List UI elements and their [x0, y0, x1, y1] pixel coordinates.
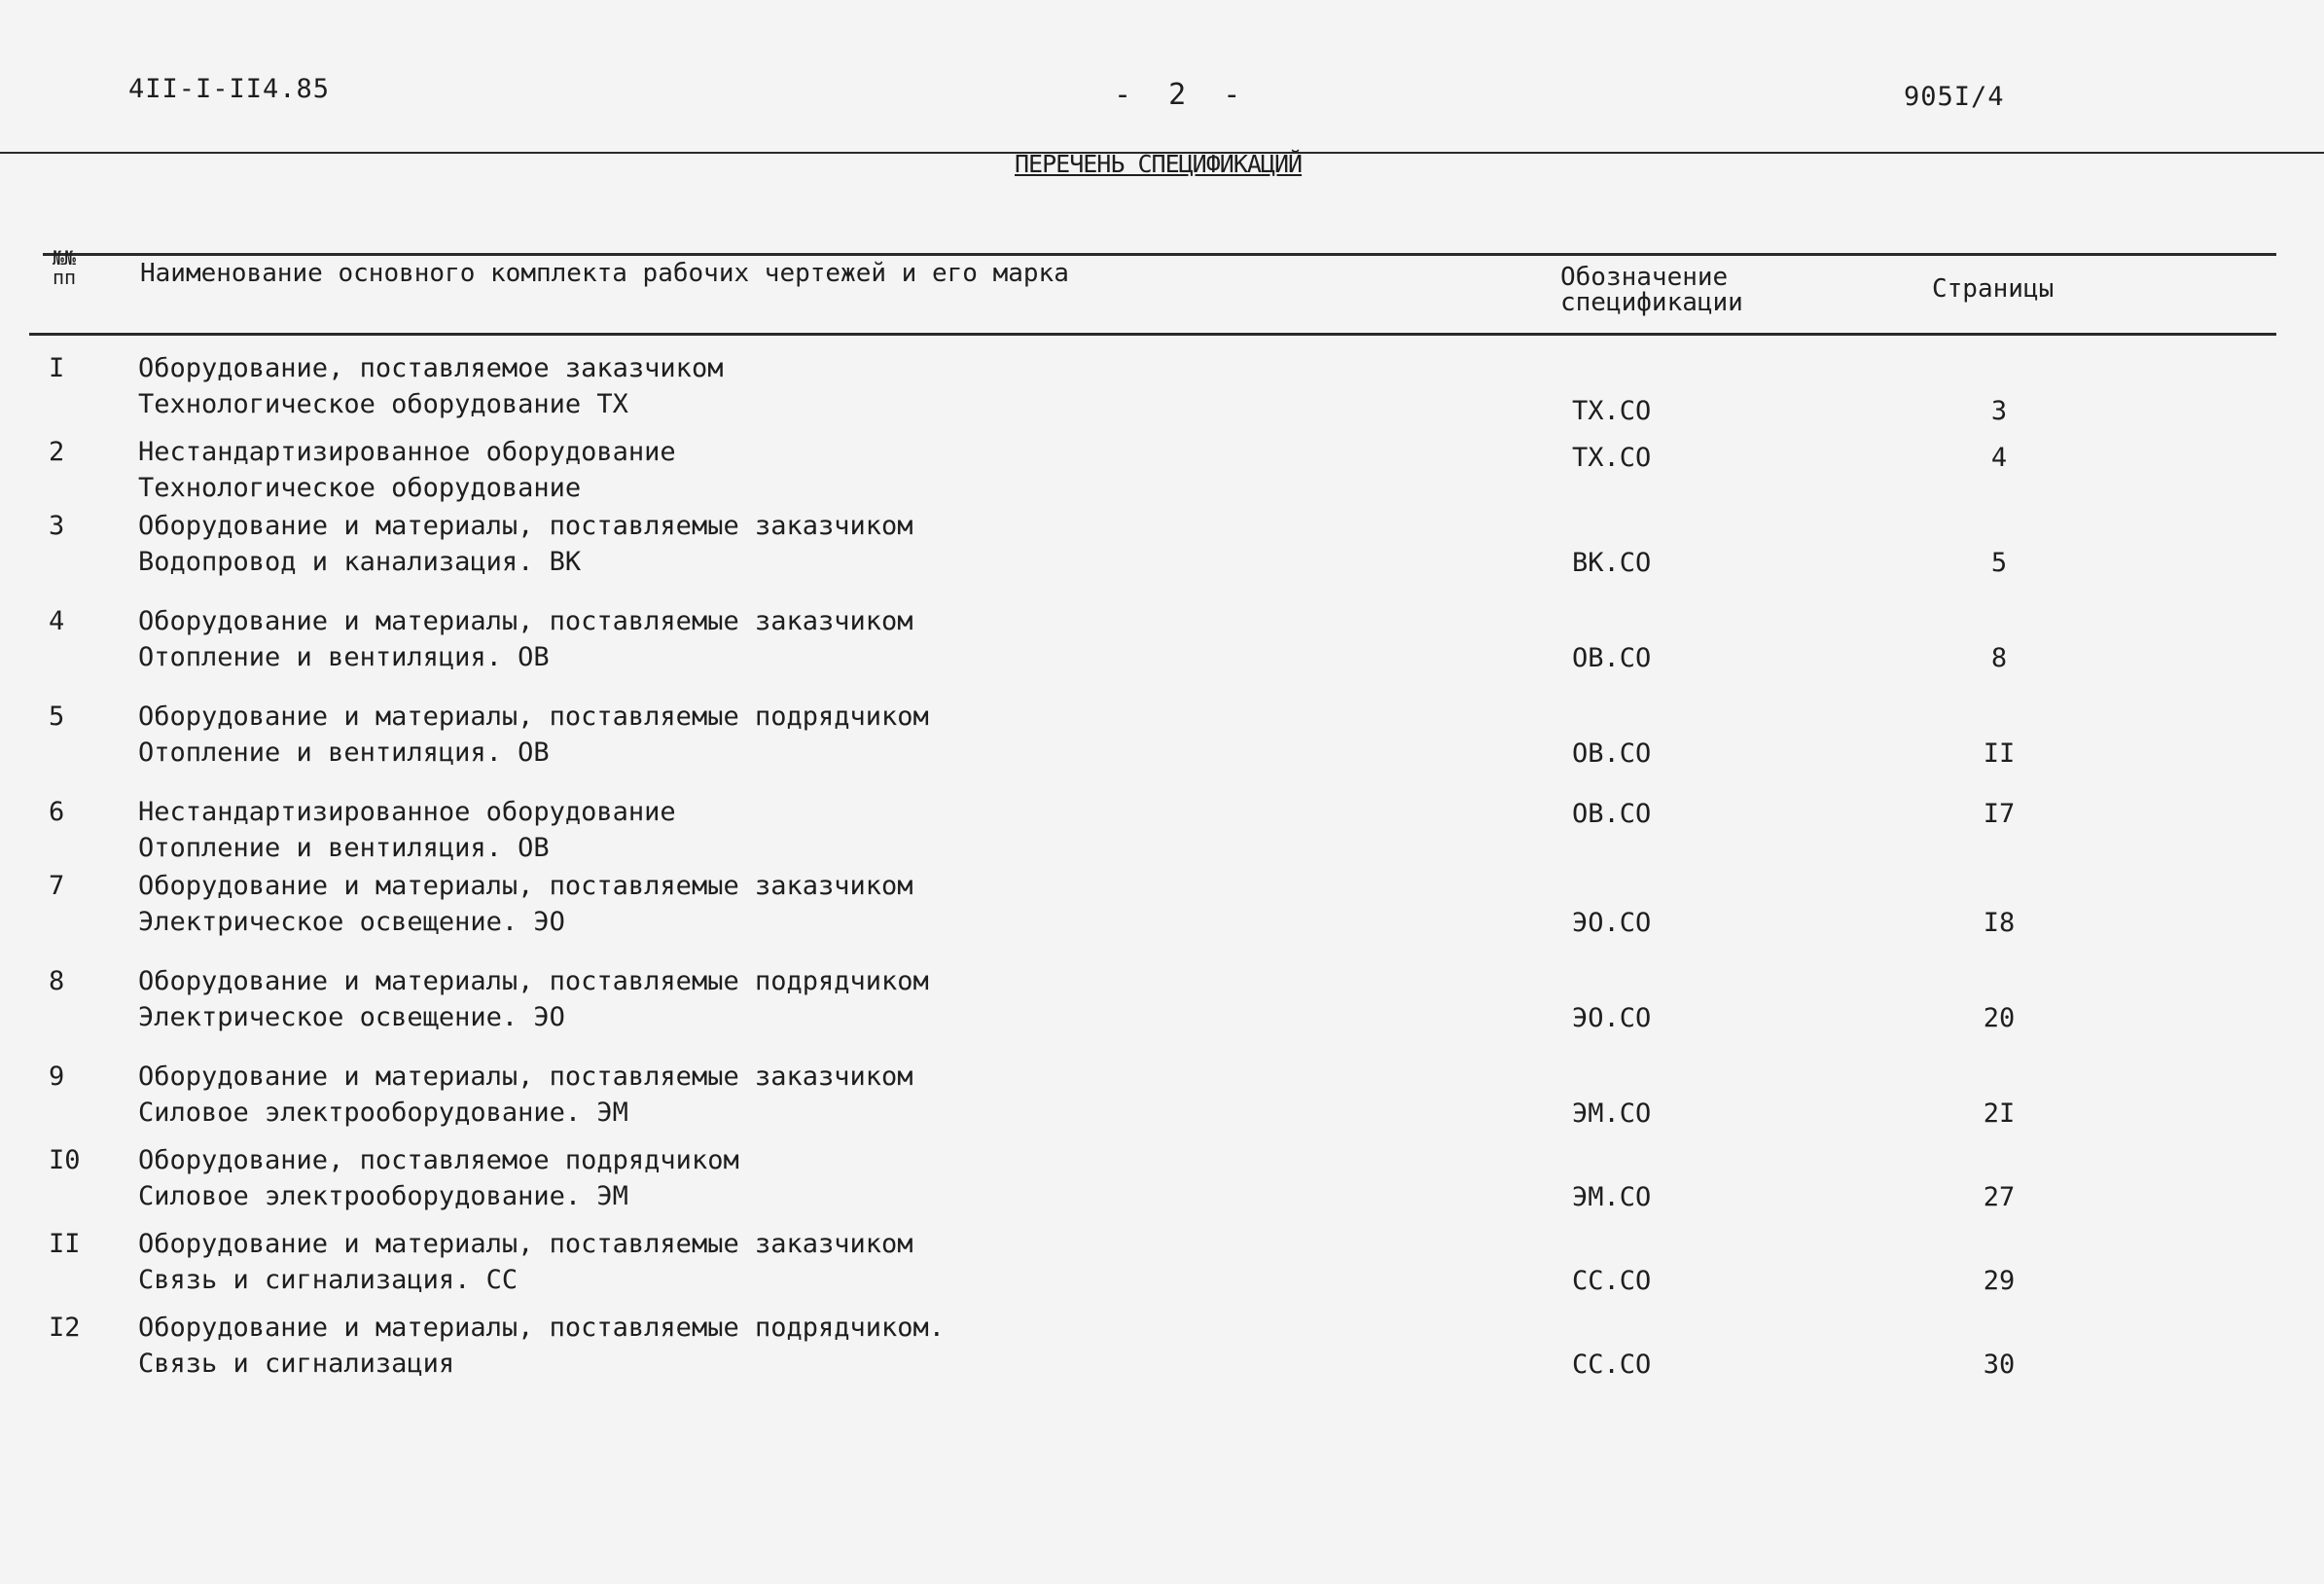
row-name-line2: Связь и сигнализация: [138, 1349, 455, 1379]
column-header-number-line2: пп: [53, 266, 77, 289]
row-designation: ЭМ.СО: [1572, 1182, 1652, 1212]
row-name-line1: Нестандартизированное оборудование: [138, 797, 676, 827]
table-top-rule: [43, 253, 2276, 256]
row-number: I0: [49, 1145, 81, 1175]
document-code: 4II-I-II4.85: [128, 74, 331, 104]
row-number: II: [49, 1229, 81, 1259]
row-name-line2: Отопление и вентиляция. ОВ: [138, 642, 550, 672]
row-number: 6: [49, 797, 65, 827]
row-number: I: [49, 353, 65, 383]
column-header-number-line1: №№: [53, 246, 77, 270]
row-name-line1: Оборудование и материалы, поставляемые подрядчиком.: [138, 1313, 946, 1343]
row-name-line2: Отопление и вентиляция. ОВ: [138, 833, 550, 863]
row-name-line1: Оборудование и материалы, поставляемые заказчиком: [138, 511, 913, 541]
column-header-name: Наименование основного комплекта рабочих чертежей и его марка: [140, 259, 1069, 288]
page-title: ПЕРЕЧЕНЬ СПЕЦИФИКАЦИЙ: [1015, 150, 1303, 178]
row-pages: 20: [1983, 1003, 2016, 1033]
row-number: 7: [49, 871, 65, 901]
row-pages: 3: [1990, 396, 2008, 426]
row-number: 9: [49, 1062, 65, 1092]
row-name-line1: Оборудование, поставляемое заказчиком: [138, 353, 724, 383]
row-name-line1: Оборудование, поставляемое подрядчиком: [138, 1145, 739, 1175]
row-pages: I8: [1983, 908, 2016, 938]
row-name-line1: Оборудование и материалы, поставляемые заказчиком: [138, 606, 913, 636]
row-designation: СС.СО: [1572, 1350, 1652, 1380]
row-pages: 2I: [1983, 1098, 2016, 1129]
column-header-designation-line1: Обозначение: [1560, 263, 1729, 292]
table-header-rule: [29, 333, 2276, 336]
row-number: 8: [49, 966, 65, 996]
row-name-line1: Нестандартизированное оборудование: [138, 437, 676, 467]
row-name-line1: Оборудование и материалы, поставляемые заказчиком: [138, 1229, 913, 1259]
row-pages: I7: [1983, 799, 2016, 829]
row-designation: ОВ.СО: [1572, 738, 1652, 769]
row-designation: ВК.СО: [1572, 548, 1652, 578]
row-pages: 4: [1990, 443, 2008, 473]
row-designation: ОВ.СО: [1572, 799, 1652, 829]
row-number: 2: [49, 437, 65, 467]
row-name-line2: Отопление и вентиляция. ОВ: [138, 738, 550, 768]
row-name-line2: Силовое электрооборудование. ЭМ: [138, 1098, 628, 1128]
row-pages: II: [1983, 738, 2016, 769]
document-number: 905I/4: [1904, 82, 2005, 112]
page-number: - 2 -: [1114, 78, 1251, 112]
column-header-designation: [1560, 265, 1743, 315]
row-designation: ЭО.СО: [1572, 908, 1652, 938]
column-header-designation-line2: спецификации: [1560, 288, 1743, 317]
row-designation: ЭМ.СО: [1572, 1098, 1652, 1129]
row-name-line1: Оборудование и материалы, поставляемые заказчиком: [138, 1062, 913, 1092]
row-name-line1: Оборудование и материалы, поставляемые заказчиком: [138, 871, 913, 901]
row-designation: ЭО.СО: [1572, 1003, 1652, 1033]
row-pages: 8: [1990, 643, 2008, 673]
row-name-line1: Оборудование и материалы, поставляемые подрядчиком: [138, 702, 929, 732]
row-name-line2: Водопровод и канализация. ВК: [138, 547, 582, 577]
row-name-line2: Электрическое освещение. ЭО: [138, 1002, 565, 1032]
row-name-line2: Связь и сигнализация. СС: [138, 1265, 518, 1295]
row-name-line1: Оборудование и материалы, поставляемые подрядчиком: [138, 966, 929, 996]
row-name-line2: Электрическое освещение. ЭО: [138, 907, 565, 937]
row-pages: 30: [1983, 1350, 2016, 1380]
row-name-line2: Технологическое оборудование ТХ: [138, 389, 628, 419]
row-number: 4: [49, 606, 65, 636]
row-name-line2: Технологическое оборудование: [138, 473, 582, 503]
row-designation: ТХ.СО: [1572, 443, 1652, 473]
row-designation: ОВ.СО: [1572, 643, 1652, 673]
row-pages: 27: [1983, 1182, 2016, 1212]
row-number: I2: [49, 1313, 81, 1343]
column-header-pages: Страницы: [1932, 274, 2055, 304]
row-designation: ТХ.СО: [1572, 396, 1652, 426]
row-name-line2: Силовое электрооборудование. ЭМ: [138, 1181, 628, 1211]
row-designation: СС.СО: [1572, 1266, 1652, 1296]
row-pages: 5: [1990, 548, 2008, 578]
column-header-number: [53, 248, 76, 287]
row-number: 5: [49, 702, 65, 732]
row-number: 3: [49, 511, 65, 541]
row-pages: 29: [1983, 1266, 2016, 1296]
